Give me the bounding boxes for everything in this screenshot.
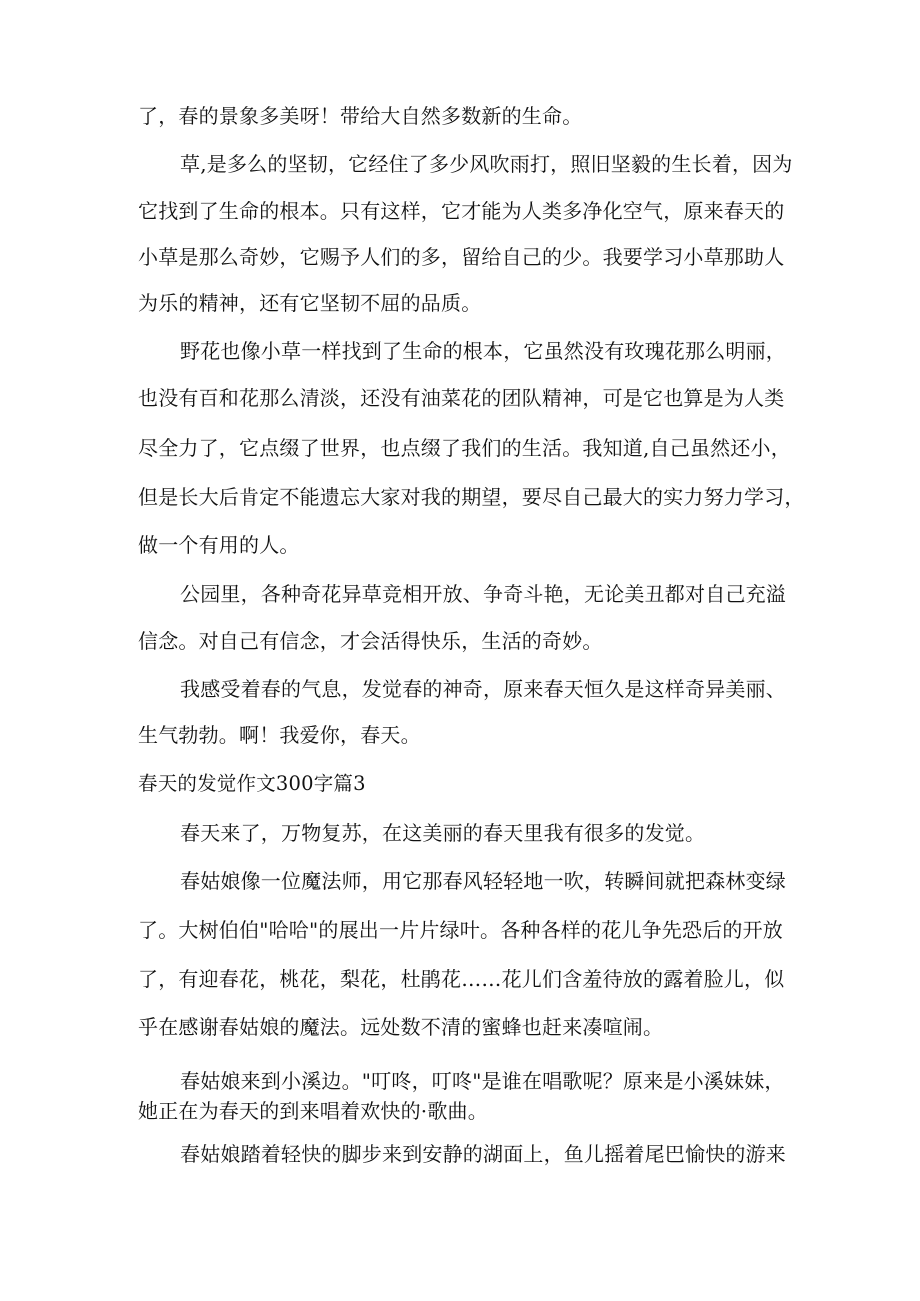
paragraph-line: 野花也像小草一样找到了生命的根本，它虽然没有玫瑰花那么明丽， (180, 339, 786, 363)
paragraph-line: 春姑娘踏着轻快的脚步来到安静的湖面上，鱼儿摇着尾巴愉快的游来 (180, 1142, 786, 1166)
text-line: 它找到了生命的根本。只有这样，它才能为人类多净化空气，原来春天的 (138, 199, 785, 223)
text-line: 乎在感谢春姑娘的魔法。远处数不清的蜜蜂也赶来凑喧闹。 (138, 1015, 664, 1039)
text-line: 小草是那么奇妙，它赐予人们的多，留给自己的少。我要学习小草那助人 (138, 245, 785, 269)
text-line: 了，春的景象多美呀！带给大自然多数新的生命。 (138, 104, 583, 128)
text-line: 生气勃勃。啊！我爱你，春天。 (138, 723, 421, 747)
paragraph-line: 春天来了，万物复苏，在这美丽的春天里我有很多的发觉。 (180, 821, 706, 845)
paragraph-line: 春姑娘像一位魔法师，用它那春风轻轻地一吹，转瞬间就把森林变绿 (180, 869, 786, 893)
paragraph-line: 草,是多么的坚韧，它经住了多少风吹雨打，照旧坚毅的生长着，因为 (180, 152, 793, 176)
section-heading: 春天的发觉作文300字篇3 (138, 772, 366, 795)
text-line: 做一个有用的人。 (138, 533, 300, 557)
paragraph-line: 春姑娘来到小溪边。"叮咚，叮咚"是谁在唱歌呢？原来是小溪妹妹， (180, 1069, 785, 1093)
paragraph-line: 公园里，各种奇花异草竞相开放、争奇斗艳，无论美丑都对自己充溢 (180, 582, 786, 606)
paragraph-line: 我感受着春的气息，发觉春的神奇，原来春天恒久是这样奇异美丽、 (180, 677, 786, 701)
text-line: 为乐的精神，还有它坚韧不屈的品质。 (138, 291, 482, 315)
text-line: 了。大树伯伯"哈哈"的展出一片片绿叶。各种各样的花儿争先恐后的开放 (138, 918, 783, 942)
text-line: 也没有百和花那么清淡，还没有油菜花的团队精神，可是它也算是为人类 (138, 386, 785, 410)
text-line: 但是长大后肯定不能遗忘大家对我的期望，要尽自己最大的实力努力学习， (138, 485, 805, 509)
text-line: 信念。对自己有信念，才会活得快乐，生活的奇妙。 (138, 629, 603, 653)
text-line: 她正在为春天的到来唱着欢快的·歌曲。 (138, 1099, 488, 1123)
text-line: 尽全力了，它点缀了世界，也点缀了我们的生活。我知道,自己虽然还小， (138, 436, 791, 460)
text-line: 了，有迎春花，桃花，梨花，杜鹃花……花儿们含羞待放的露着脸儿，似 (138, 967, 785, 991)
